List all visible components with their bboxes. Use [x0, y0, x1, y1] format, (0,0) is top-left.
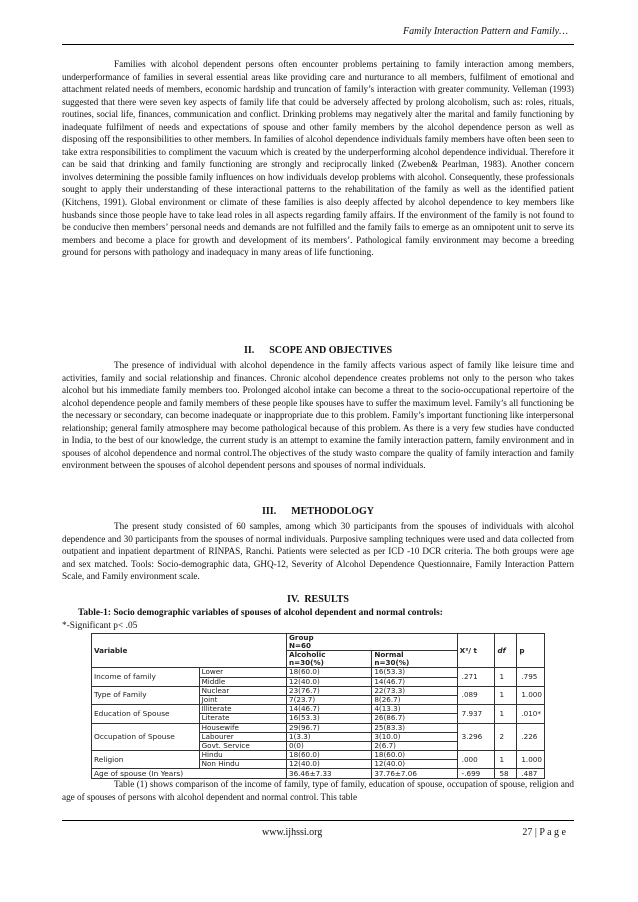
row-variable: Type of Family	[92, 686, 200, 704]
row-category: Lower	[199, 668, 286, 677]
header-alcoholic-n: n=30(%)	[289, 658, 324, 668]
df-value: 1	[495, 668, 517, 686]
p-value: .010*	[517, 705, 545, 723]
header-normal	[372, 651, 457, 668]
normal-value: 2(6.7)	[372, 741, 457, 750]
df-value: 1	[495, 705, 517, 723]
header-n: N=60	[287, 642, 458, 651]
alcoholic-value: 0(0)	[287, 741, 372, 750]
results-heading: IV. RESULTS	[287, 594, 349, 605]
normal-value: 26(86.7)	[372, 714, 457, 723]
chi-value: 7.937	[457, 705, 495, 723]
row-variable: Age of spouse (In Years)	[92, 769, 287, 778]
header-alcoholic-label: Alcoholic	[289, 650, 326, 660]
methodology-text: The present study consisted of 60 samples, among which 30 participants from the spouses of individuals with alcohol dependence and 30 participants from the spouses of normal individuals. Purposive sampling techniques were used and data collected from outpatient and inpatient department of RINPAS, Ranchi. Patients were selected as per ICD -10 DCR criteria. The both groups were age and sex matched. Tools: Socio-demographic data, GHQ-12, Severity of Alcohol Dependence Questionnaire, Family Interaction Pattern Scale, and Family environment scale.	[62, 521, 574, 582]
header-normal-label: Normal	[374, 650, 404, 660]
header-normal-n: n=30(%)	[374, 658, 410, 668]
row-category: Illiterate	[199, 705, 286, 714]
header-variable: Variable	[92, 634, 287, 668]
alcoholic-value: 29(96.7)	[287, 723, 372, 732]
table-row	[92, 723, 545, 732]
results-text: Table (1) shows comparison of the income of family, type of family, education of spouse, occupation of spouse, religion and age of spouses of persons with alcohol dependent and normal control. This table	[62, 779, 574, 802]
row-category: Joint	[199, 695, 286, 704]
normal-value: 22(73.3)	[372, 686, 457, 695]
row-category: Labourer	[199, 732, 286, 741]
row-category: Govt. Service	[199, 741, 286, 750]
alcoholic-value: 18(60.0)	[287, 668, 372, 677]
footer-url: www.ijhssi.org	[262, 827, 323, 838]
row-variable: Occupation of Spouse	[92, 723, 200, 751]
df-value: 1	[495, 751, 517, 769]
header-chi: X²/ t	[457, 634, 495, 668]
scope-paragraph	[62, 359, 574, 472]
header-alcoholic	[287, 651, 372, 668]
table-caption: Table-1: Socio demographic variables of spouses of alcohol dependent and normal controls:	[78, 608, 443, 618]
page-number: 27 | P a g e	[522, 827, 566, 838]
alcoholic-value: 23(76.7)	[287, 686, 372, 695]
normal-value: 3(10.0)	[372, 732, 457, 741]
normal-value: 25(83.3)	[372, 723, 457, 732]
p-value: 1.000	[517, 686, 545, 704]
header-df: df	[495, 634, 517, 668]
alcoholic-value: 14(46.7)	[287, 705, 372, 714]
p-value: .795	[517, 668, 545, 686]
normal-value: 14(46.7)	[372, 677, 457, 686]
row-category: Non Hindu	[199, 760, 286, 769]
row-variable: Education of Spouse	[92, 705, 200, 723]
normal-value: 8(26.7)	[372, 695, 457, 704]
chi-value: -.699	[457, 769, 495, 778]
row-category: Nuclear	[199, 686, 286, 695]
table-row-age	[92, 769, 545, 778]
header-p: p	[517, 634, 545, 668]
row-variable: Religion	[92, 751, 200, 769]
alcoholic-value: 7(23.7)	[287, 695, 372, 704]
scope-heading: II. SCOPE AND OBJECTIVES	[243, 345, 393, 356]
row-category: Housewife	[199, 723, 286, 732]
alcoholic-value: 1(3.3)	[287, 732, 372, 741]
header-divider	[62, 44, 574, 45]
row-category: Middle	[199, 677, 286, 686]
socio-demographic-table	[91, 633, 545, 779]
methodology-heading: III. METHODOLOGY	[262, 506, 374, 517]
table-row	[92, 668, 545, 677]
normal-value: 4(13.3)	[372, 705, 457, 714]
row-variable: Income of family	[92, 668, 200, 686]
chi-value: .089	[457, 686, 495, 704]
table-header-row	[92, 634, 545, 643]
p-value: 1.000	[517, 751, 545, 769]
chi-value: .271	[457, 668, 495, 686]
chi-value: .000	[457, 751, 495, 769]
intro-paragraph	[62, 58, 574, 259]
df-value: 58	[495, 769, 517, 778]
alcoholic-value: 12(40.0)	[287, 760, 372, 769]
alcoholic-value: 36.46±7.33	[287, 769, 372, 778]
df-value: 2	[495, 723, 517, 751]
p-value: .226	[517, 723, 545, 751]
row-category: Hindu	[199, 751, 286, 760]
results-paragraph	[62, 778, 574, 803]
normal-value: 12(40.0)	[372, 760, 457, 769]
running-header: Family Interaction Pattern and Family…	[403, 26, 568, 37]
alcoholic-value: 16(53.3)	[287, 714, 372, 723]
alcoholic-value: 18(60.0)	[287, 751, 372, 760]
row-category: Literate	[199, 714, 286, 723]
table-row	[92, 686, 545, 695]
significance-note: *-Significant p< .05	[62, 621, 138, 631]
footer-divider	[62, 820, 574, 821]
header-group: Group	[287, 634, 458, 643]
normal-value: 18(60.0)	[372, 751, 457, 760]
p-value: .487	[517, 769, 545, 778]
normal-value: 37.76±7.06	[372, 769, 457, 778]
chi-value: 3.296	[457, 723, 495, 751]
df-value: 1	[495, 686, 517, 704]
scope-text: The presence of individual with alcohol dependence in the family affects various aspect of family like leisure time and activities, family and social relationship and finances. Chronic alcohol dependence creates problems not only to the person who takes alcohol but his immediate family members too. Prolonged alcohol intake can become a threat to the socio-occupational repertoire of the alcohol dependence people and family members of these people like spouses have to suffer the maximum level. Family’s all functioning be the necessary or secondary, can become inadequate or inappropriate due to this problem. Family’s important functioning like interpersonal relationship; general family atmosphere may become pathological because of this problem. As there is a very few studies have conducted in India, to the best of our knowledge, the current study is an attempt to examine the family interaction pattern, family environment and in spouses of alcohol dependence and normal control.The objectives of the study wasto compare the quality of family interaction and family environment between the spouses of alcohol dependent persons and spouses of normal individuals.	[62, 360, 574, 471]
alcoholic-value: 12(40.0)	[287, 677, 372, 686]
normal-value: 16(53.3)	[372, 668, 457, 677]
methodology-paragraph	[62, 520, 574, 583]
intro-text: Families with alcohol dependent persons often encounter problems pertaining to family interaction among members, underperformance of families in several essential areas like providing care and nurturance to all members, fulfilment of emotional and attachment related needs of members, economic hardship and truncation of family’s interaction with greater community. Velleman (1993) suggested that there were seven key aspects of family life that could be adversely affected by prolong alcoholism, such as: roles, rituals, routines, social life, finances, communication and conflict. Drinking problems may negatively alter the marital and family functioning by inadequate fulfilment of needs and expectations of spouse and other family members by the alcohol dependence person as well as disposing off the responsibilities to other members. In families of alcohol dependence individuals family members have often been seen to take extra responsibilities to compliment the vacuum which is created by the underperforming alcohol dependence individual. Therefore it can be said that drinking and family functioning are strongly and reciprocally linked (Zweben& Pearlman, 1983). Another concern involves determining the possible family influences on how individuals develop problems with alcohol. Consequently, these professionals sought to apply their understanding of these interactional patterns to the rehabilitation of the family as well as the identified patient (Kitchens, 1991). Global environment or climate of these families is also deeply affected by alcohol dependence to key members like husbands since those people have to take lead roles in all aspects regarding family affairs. If the environment of the family is not found to be conducive then members’ personal needs and demands are not fulfilled and the family fails to emerge as an omnipotent unit to serve its members and become a place for growth and development of its members’. Pathological family environment may become a breeding ground for persons with pathology and inadequacy in many areas of life functioning.	[62, 59, 574, 258]
